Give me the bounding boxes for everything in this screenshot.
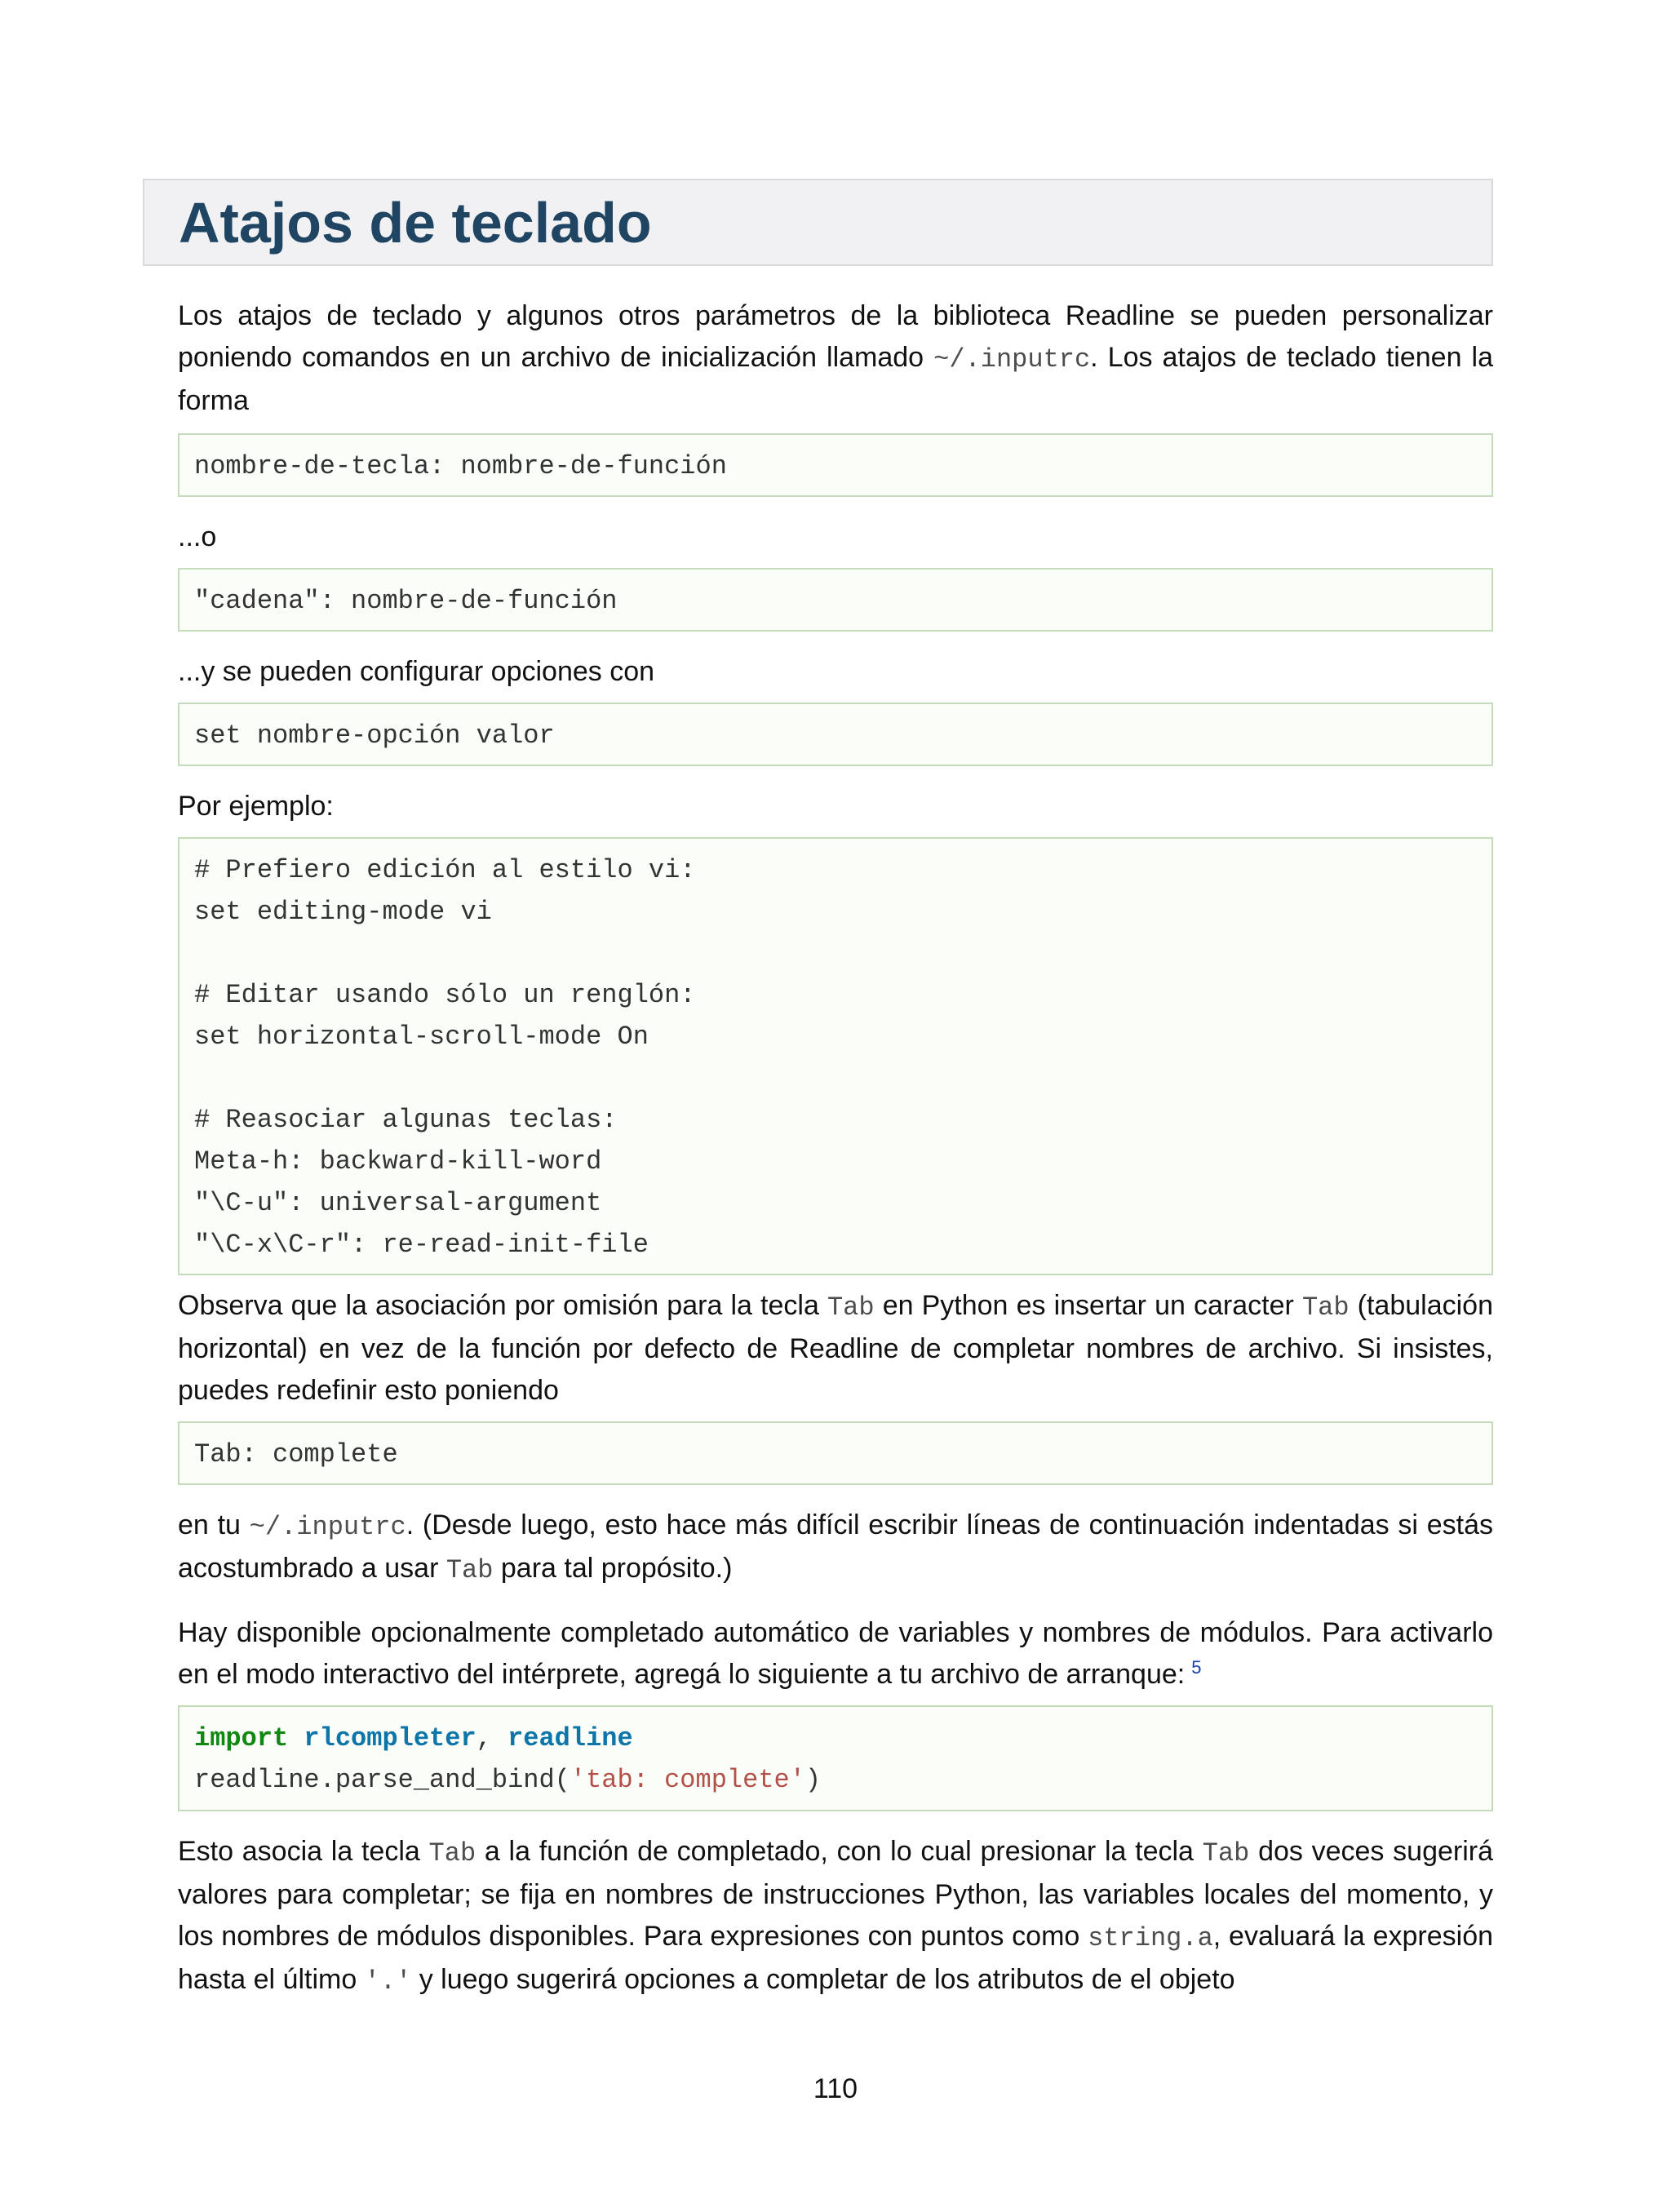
inline-code: ~/.inputrc (933, 344, 1091, 375)
code-line: # Prefiero edición al estilo vi: (194, 855, 696, 885)
paragraph-text: en tu (178, 1509, 250, 1540)
paragraph-text: . Los atajos de teclado tienen la forma (178, 342, 1493, 416)
code-line (194, 1759, 1477, 1801)
code-line: Meta-h: backward-kill-word (194, 1146, 602, 1177)
code-module-name: readline (508, 1723, 633, 1753)
paragraph-options: ...y se pueden configurar opciones con (178, 656, 655, 687)
section-heading: Atajos de teclado (179, 191, 652, 255)
code-line: nombre-de-tecla: nombre-de-función (194, 451, 727, 481)
paragraph-example: Por ejemplo: (178, 791, 334, 822)
inline-code: Tab (428, 1838, 476, 1868)
code-block-inputrc-example (178, 837, 1493, 1275)
inline-code: Tab (827, 1292, 875, 1323)
code-line (194, 1718, 1477, 1759)
code-string: 'tab: complete' (570, 1765, 805, 1795)
paragraph-text: , evaluará la expresión hasta el último (178, 1921, 1494, 1995)
inline-code: Tab (445, 1555, 494, 1585)
code-line: # Reasociar algunas teclas: (194, 1105, 618, 1135)
inline-code: ~/.inputrc (249, 1512, 406, 1542)
code-text: ) (804, 1765, 822, 1795)
code-block-rlcompleter (178, 1705, 1493, 1811)
code-line: set horizontal-scroll-mode On (194, 1022, 649, 1052)
paragraph-text: Hay disponible opcionalmente completado automático de variables y nombres de módulos. Para activarlo en el modo interactivo del intérprete, agregá lo siguiente a tu archivo de arranque: (178, 1617, 1493, 1690)
inline-code: Tab (1301, 1292, 1350, 1323)
section-heading-box (143, 179, 1493, 266)
code-block-tab-complete (178, 1421, 1493, 1485)
paragraph-or: ...o (178, 521, 217, 552)
paragraph-text: y luego sugerirá opciones a completar de los atributos de el objeto (411, 1964, 1235, 1995)
inline-code: Tab (1202, 1838, 1250, 1868)
paragraph-text: dos veces sugerirá valores para completar; se fija en nombres de instrucciones Python, las variables locales del momento, y los nombres de módulos disponibles. Para expresiones con puntos como (178, 1836, 1494, 1952)
paragraph-autocomplete (178, 1612, 1493, 1696)
page-number: 110 (813, 2073, 858, 2104)
code-line: set editing-mode vi (194, 897, 492, 927)
code-block-string-binding (178, 568, 1493, 632)
code-line: "cadena": nombre-de-función (194, 586, 618, 616)
code-text: readline.parse_and_bind( (194, 1765, 570, 1795)
code-line (194, 933, 1477, 974)
code-line: Tab: complete (194, 1439, 398, 1469)
page-content (178, 295, 1493, 2002)
paragraph-completion-behavior (178, 1831, 1493, 2002)
code-line: "\C-u": universal-argument (194, 1188, 602, 1218)
inline-code: '.' (364, 1966, 412, 1997)
code-line: set nombre-opción valor (194, 720, 555, 751)
paragraph-text: a la función de completado, con lo cual presionar la tecla (476, 1836, 1203, 1867)
code-line: # Editar usando sólo un renglón: (194, 980, 696, 1010)
paragraph-text: (tabulación horizontal) en vez de la función por defecto de Readline de completar nombres de archivo. Si insistes, puedes redefinir esto poniendo (178, 1290, 1493, 1406)
paragraph-text: para tal propósito.) (493, 1553, 733, 1584)
paragraph-text: Los atajos de teclado y algunos otros parámetros de la biblioteca Readline se pueden personalizar poniendo comandos en un archivo de inicialización llamado (178, 300, 1493, 373)
footnote-marker[interactable]: 5 (1191, 1656, 1202, 1678)
code-module-name: rlcompleter (304, 1723, 476, 1753)
code-line (194, 1057, 1477, 1099)
paragraph-text: Esto asocia la tecla (178, 1836, 429, 1867)
code-line: "\C-x\C-r": re-read-init-file (194, 1230, 649, 1260)
inline-code: string.a (1088, 1923, 1213, 1953)
code-separator: , (476, 1723, 508, 1753)
paragraph-text: Observa que la asociación por omisión para la tecla (178, 1290, 827, 1321)
paragraph-tab-default (178, 1285, 1493, 1412)
paragraph-text: . (Desde luego, esto hace más difícil escribir líneas de continuación indentadas si estás acostumbrado a usar (178, 1509, 1493, 1584)
code-block-set-option (178, 703, 1493, 766)
code-block-key-binding (178, 433, 1493, 497)
paragraph-text: en Python es insertar un caracter (874, 1290, 1302, 1321)
paragraph-intro (178, 295, 1493, 422)
code-keyword: import (194, 1723, 289, 1753)
paragraph-inputrc-note (178, 1505, 1493, 1591)
